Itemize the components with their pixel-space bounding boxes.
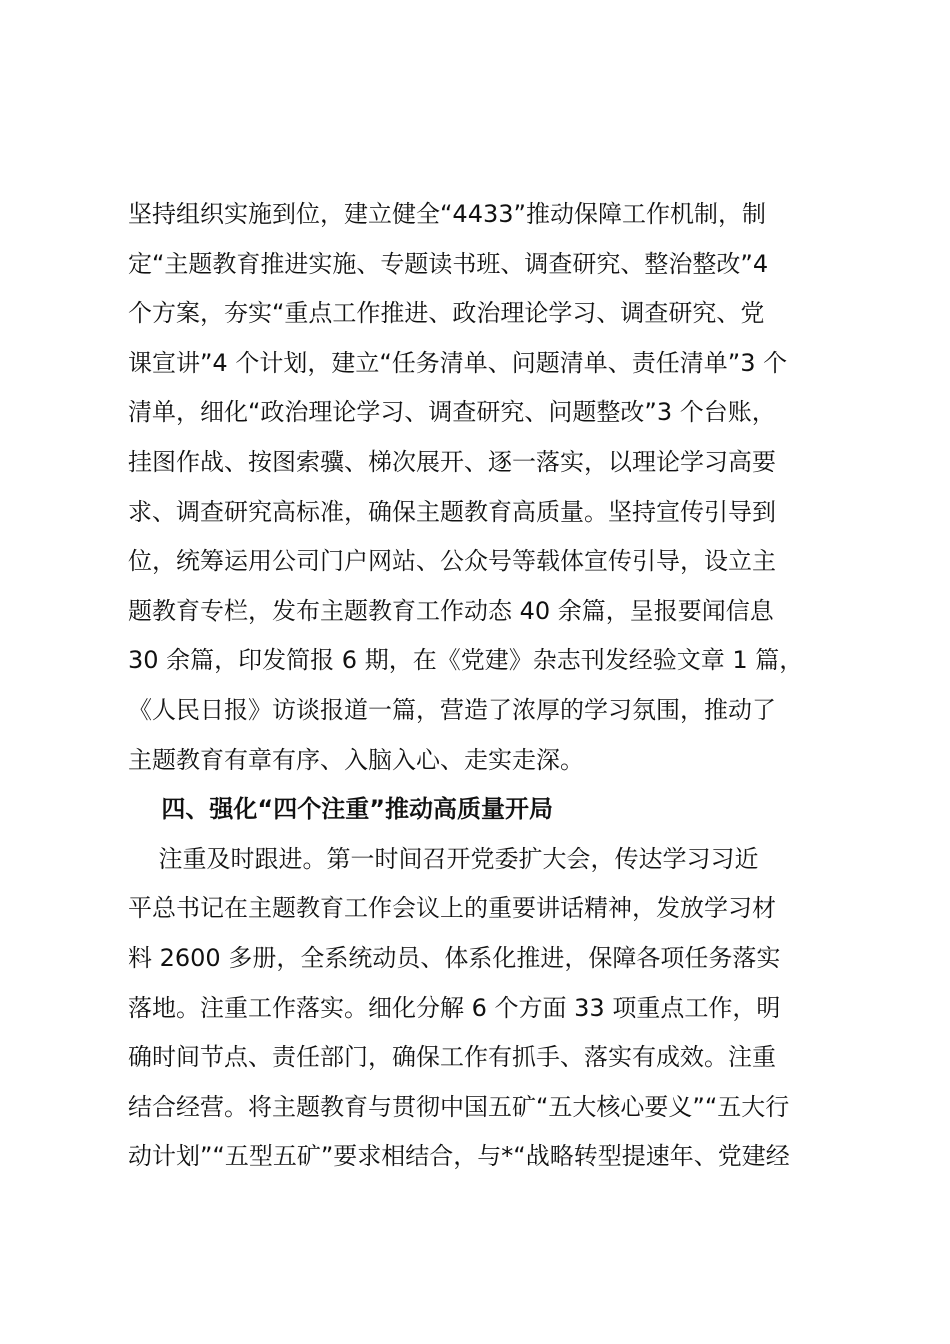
paragraph-line: 个方案，夯实“重点工作推进、政治理论学习、调查研究、党 xyxy=(128,299,765,328)
paragraph-line: 30 余篇，印发简报 6 期，在《党建》杂志刊发经验文章 1 篇， xyxy=(128,646,804,675)
section-heading: 四、强化“四个注重”推动高质量开局 xyxy=(128,795,553,824)
body-text xyxy=(128,190,848,1182)
paragraph-line: 注重及时跟进。第一时间召开党委扩大会，传达学习习近 xyxy=(128,844,759,873)
paragraph-line: 求、调查研究高标准，确保主题教育高质量。坚持宣传引导到 xyxy=(128,497,776,526)
paragraph-line: 《人民日报》访谈报道一篇，营造了浓厚的学习氛围，推动了 xyxy=(128,695,776,724)
paragraph-line: 主题教育有章有序、入脑入心、走实走深。 xyxy=(128,745,584,774)
paragraph-line: 课宣讲”4 个计划，建立“任务清单、问题清单、责任清单”3 个 xyxy=(128,348,788,377)
paragraph-line: 落地。注重工作落实。细化分解 6 个方面 33 项重点工作，明 xyxy=(128,993,781,1022)
paragraph-line: 动计划”“五型五矿”要求相结合，与*“战略转型提速年、党建经 xyxy=(128,1142,790,1171)
paragraph-line: 定“主题教育推进实施、专题读书班、调查研究、整治整改”4 xyxy=(128,249,769,278)
paragraph-line: 题教育专栏，发布主题教育工作动态 40 余篇，呈报要闻信息 xyxy=(128,596,774,625)
paragraph-line: 挂图作战、按图索骥、梯次展开、逐一落实，以理论学习高要 xyxy=(128,447,776,476)
paragraph-line: 位，统筹运用公司门户网站、公众号等载体宣传引导，设立主 xyxy=(128,547,776,576)
paragraph-line: 清单，细化“政治理论学习、调查研究、问题整改”3 个台账， xyxy=(128,398,776,427)
paragraph-line: 确时间节点、责任部门，确保工作有抓手、落实有成效。注重 xyxy=(128,1043,776,1072)
paragraph-line: 平总书记在主题教育工作会议上的重要讲话精神，发放学习材 xyxy=(128,894,776,923)
paragraph-line: 料 2600 多册，全系统动员、体系化推进，保障各项任务落实 xyxy=(128,943,781,972)
paragraph-line: 坚持组织实施到位，建立健全“4433”推动保障工作机制，制 xyxy=(128,200,766,228)
paragraph-line: 结合经营。将主题教育与贯彻中国五矿“五大核心要义”“五大行 xyxy=(128,1092,790,1121)
